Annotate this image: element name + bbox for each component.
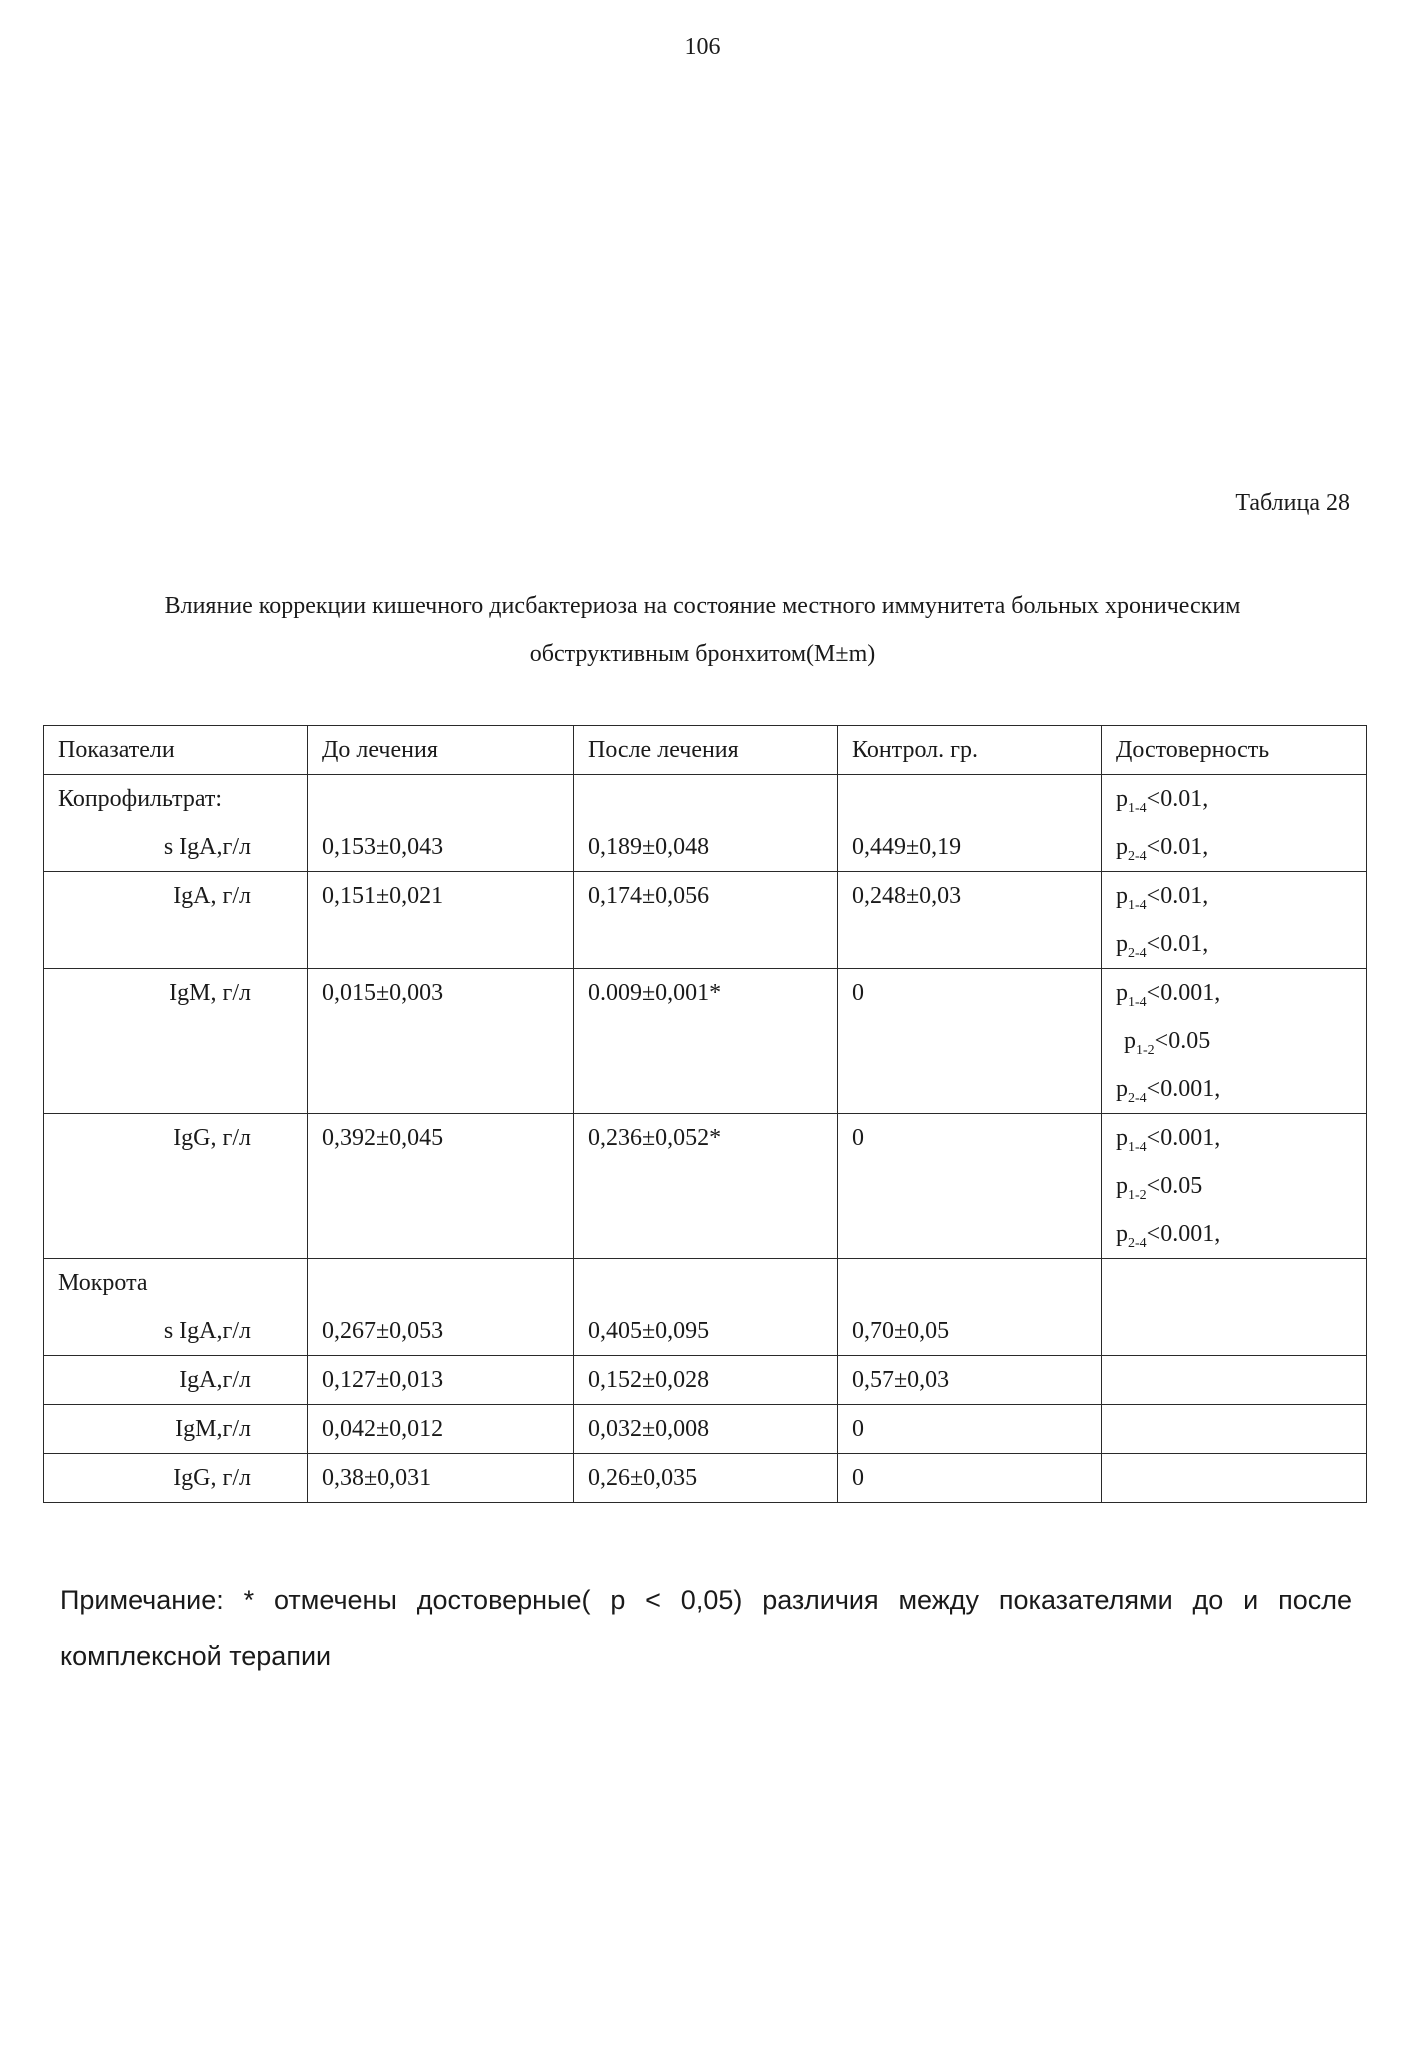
- table-row: [44, 1114, 1367, 1259]
- value-after: 0,152±0,028: [588, 1367, 710, 1393]
- cell-control: [838, 1454, 1102, 1503]
- significance-value: $p_{2-4}<0.001$,: [1116, 1076, 1221, 1106]
- section-label-coprofiltrate: Копрофильтрат:: [58, 786, 223, 812]
- value-before: 0,267±0,053: [322, 1318, 444, 1344]
- row-indicator: [44, 1454, 308, 1503]
- indicator-name: IgG, г/л: [173, 1465, 251, 1491]
- value-control: 0,70±0,05: [852, 1318, 950, 1344]
- value-before: 0,153±0,043: [322, 834, 444, 860]
- table-row: [44, 872, 1367, 969]
- cell-after: [574, 1259, 838, 1356]
- value-before: 0,392±0,045: [322, 1125, 444, 1151]
- row-indicator: [44, 1356, 308, 1405]
- cell-before: [308, 775, 574, 872]
- cell-after: [574, 872, 838, 969]
- cell-after: [574, 1114, 838, 1259]
- header-significance: Достоверность: [1102, 726, 1367, 775]
- indicator-name: s IgA,г/л: [163, 1318, 251, 1344]
- value-control: 0: [852, 1125, 864, 1151]
- value-control: 0,248±0,03: [852, 883, 962, 909]
- immunity-table: [43, 725, 1367, 1503]
- cell-after: [574, 1356, 838, 1405]
- value-control: 0: [852, 1465, 864, 1491]
- cell-significance: [1102, 1114, 1367, 1259]
- table-row: [44, 1259, 1367, 1356]
- table-label: Таблица 28: [1235, 490, 1350, 516]
- significance-value: $p_{1-4}<0.001$,: [1116, 1125, 1221, 1155]
- cell-before: [308, 1259, 574, 1356]
- cell-significance: [1102, 1454, 1367, 1503]
- cell-control: [838, 1356, 1102, 1405]
- cell-after: [574, 1405, 838, 1454]
- table-row: [44, 1454, 1367, 1503]
- row-indicator: [44, 1259, 308, 1356]
- cell-before: [308, 1114, 574, 1259]
- value-control: 0,449±0,19: [852, 834, 962, 860]
- footnote: Примечание: * отмечены достоверные( p < 0,05) различия между показателями до и после комплексной терапии: [60, 1585, 1352, 1671]
- significance-value: $p_{2-4}<0.01$,: [1116, 931, 1209, 961]
- cell-significance: [1102, 1259, 1367, 1356]
- cell-control: [838, 872, 1102, 969]
- indicator-name: IgA, г/л: [173, 883, 251, 909]
- table-row: [44, 969, 1367, 1114]
- cell-control: [838, 1259, 1102, 1356]
- cell-before: [308, 1405, 574, 1454]
- table-title-line-2: обструктивным бронхитом(M±m): [529, 641, 876, 667]
- header-before: До лечения: [308, 726, 574, 775]
- value-after: 0,236±0,052*: [588, 1125, 722, 1151]
- table-row: [44, 775, 1367, 872]
- significance-value: $p_{1-4}<0.01$,: [1116, 883, 1209, 913]
- cell-significance: [1102, 1405, 1367, 1454]
- cell-control: [838, 1405, 1102, 1454]
- value-after: 0,174±0,056: [588, 883, 710, 909]
- value-control: 0: [852, 980, 864, 1006]
- row-indicator: [44, 1114, 308, 1259]
- value-after: 0,032±0,008: [588, 1416, 710, 1442]
- header-control: Контрол. гр.: [838, 726, 1102, 775]
- indicator-name: IgA,г/л: [179, 1367, 251, 1393]
- significance-value: $p_{2-4}<0.001$,: [1116, 1221, 1221, 1251]
- value-before: 0,38±0,031: [322, 1465, 432, 1491]
- cell-control: [838, 775, 1102, 872]
- value-control: 0,57±0,03: [852, 1367, 950, 1393]
- significance-value: $p_{1-2}<0.05$: [1116, 1173, 1203, 1203]
- value-before: 0,042±0,012: [322, 1416, 444, 1442]
- value-after: 0,26±0,035: [588, 1465, 698, 1491]
- indicator-name: IgM, г/л: [169, 980, 251, 1006]
- cell-control: [838, 969, 1102, 1114]
- cell-before: [308, 872, 574, 969]
- page-number: 106: [684, 34, 721, 60]
- row-indicator: [44, 969, 308, 1114]
- cell-significance: [1102, 872, 1367, 969]
- value-after: 0,189±0,048: [588, 834, 710, 860]
- value-after: 0.009±0,001*: [588, 980, 722, 1006]
- header-indicators: Показатели: [44, 726, 308, 775]
- value-before: 0,151±0,021: [322, 883, 444, 909]
- cell-control: [838, 1114, 1102, 1259]
- cell-before: [308, 1356, 574, 1405]
- significance-value: $p_{1-4}<0.01$,: [1116, 786, 1209, 816]
- cell-after: [574, 775, 838, 872]
- value-before: 0,015±0,003: [322, 980, 444, 1006]
- indicator-name: s IgA,г/л: [163, 834, 251, 860]
- cell-after: [574, 1454, 838, 1503]
- row-indicator: [44, 1405, 308, 1454]
- cell-before: [308, 969, 574, 1114]
- significance-value: $p_{1-2}<0.05$: [1124, 1028, 1211, 1058]
- value-before: 0,127±0,013: [322, 1367, 444, 1393]
- section-label-sputum: Мокрота: [58, 1270, 148, 1296]
- header-after: После лечения: [574, 726, 838, 775]
- cell-before: [308, 1454, 574, 1503]
- significance-value: $p_{2-4}<0.01$,: [1116, 834, 1209, 864]
- indicator-name: IgM,г/л: [175, 1416, 251, 1442]
- row-indicator: [44, 872, 308, 969]
- cell-significance: [1102, 969, 1367, 1114]
- significance-value: $p_{1-4}<0.001$,: [1116, 980, 1221, 1010]
- table-title: [60, 582, 1345, 678]
- cell-significance: [1102, 1356, 1367, 1405]
- value-after: 0,405±0,095: [588, 1318, 710, 1344]
- table-row: [44, 1405, 1367, 1454]
- cell-after: [574, 969, 838, 1114]
- value-control: 0: [852, 1416, 864, 1442]
- indicator-name: IgG, г/л: [173, 1125, 251, 1151]
- table-title-line-1: Влияние коррекции кишечного дисбактериоза на состояние местного иммунитета больных хроническим: [164, 593, 1241, 619]
- cell-significance: [1102, 775, 1367, 872]
- row-indicator: [44, 775, 308, 872]
- table-row: [44, 1356, 1367, 1405]
- table-header-row: [44, 726, 1367, 775]
